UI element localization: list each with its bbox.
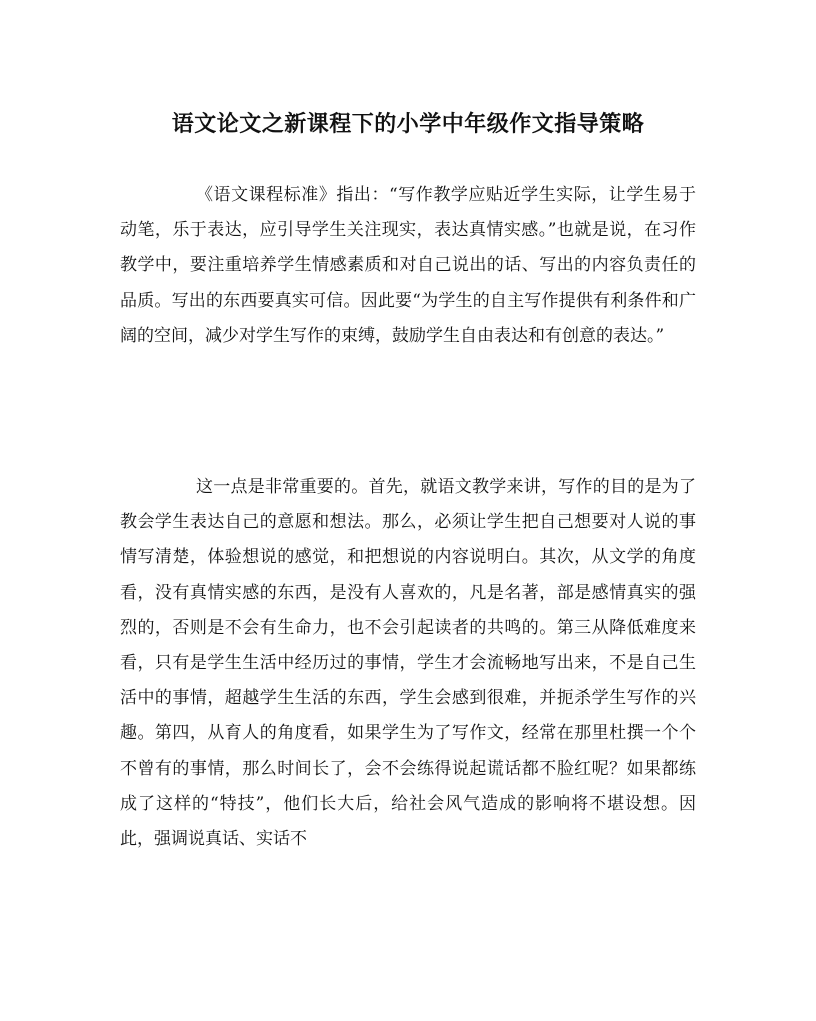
paragraph-1: 《语文课程标准》指出：“写作教学应贴近学生实际，让学生易于动笔，乐于表达，应引导学生关注现实，表达真情实感。”也就是说，在习作教学中，要注重培养学生情感素质和对自己说出的话、写出的内容负责任的品质。写出的东西要真实可信。因此要“为学生的自主写作提供有利条件和广阔的空间，减少对学生写作的束缚，鼓励学生自由表达和有创意的表达。”: [120, 185, 696, 346]
paragraph-2: 这一点是非常重要的。首先，就语文教学来讲，写作的目的是为了教会学生表达自己的意愿和想法。那么，必须让学生把自己想要对人说的事情写清楚，体验想说的感觉，和把想说的内容说明白。其次，从文学的角度看，没有真情实感的东西，是没有人喜欢的，凡是名著，部是感情真实的强烈的，否则是不会有生命力，也不会引起读者的共鸣的。第三从降低难度来看，只有是学生生活中经历过的事情，学生才会流畅地写出来，不是自己生活中的事情，超越学生生活的东西，学生会感到很难，并扼杀学生写作的兴趣。第四，从育人的角度看，如果学生为了写作文，经常在那里杜撰一个个不曾有的事情，那么时间长了，会不会练得说起谎话都不脸红呢？如果都练成了这样的“特技”，他们长大后，给社会风气造成的影响将不堪设想。因此，强调说真话、实话不: [120, 477, 696, 850]
document-title: 语文论文之新课程下的小学中年级作文指导策略: [171, 111, 645, 137]
